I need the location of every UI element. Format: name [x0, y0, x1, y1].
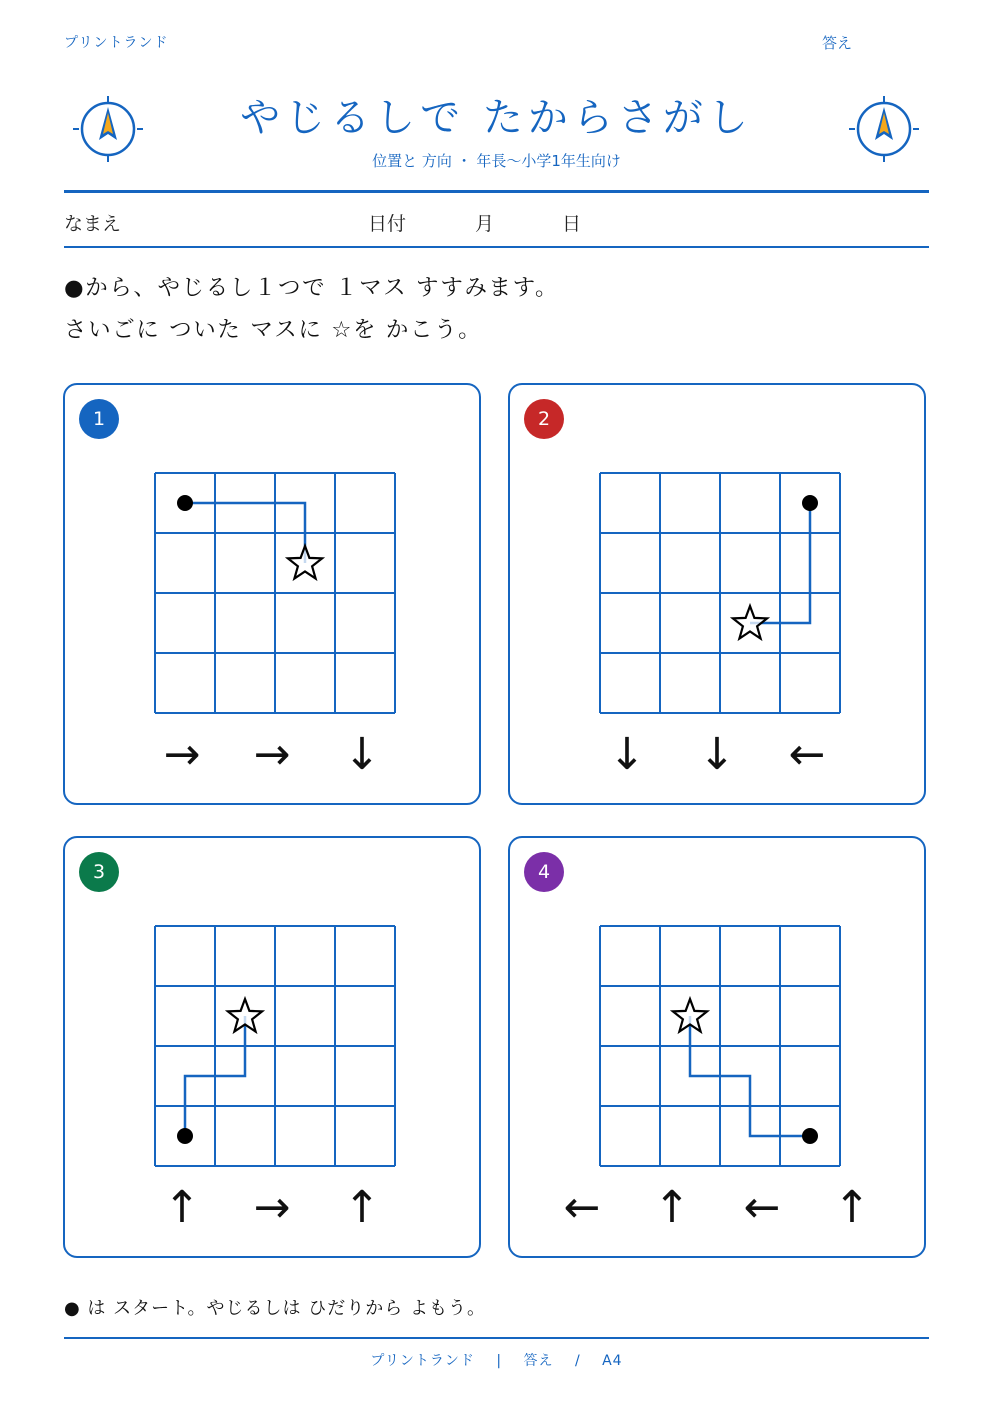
footer-size: A4: [602, 1353, 623, 1369]
puzzle-panel-2: [508, 383, 926, 805]
start-dot: [177, 1128, 193, 1144]
instruction-line: ●から、やじるし１つで １マス すすみます。: [64, 275, 560, 301]
puzzle-number-badge: 2: [524, 399, 564, 439]
puzzle-grid: [153, 924, 397, 1168]
month-label: 月: [475, 213, 495, 235]
star-icon: [733, 606, 767, 639]
direction-arrow: →: [253, 729, 291, 780]
arrow-row: [65, 725, 479, 785]
direction-arrow: ↑: [163, 1182, 201, 1233]
direction-arrow: →: [253, 1182, 291, 1233]
arrow-row: [510, 1178, 924, 1238]
direction-arrow: ↑: [343, 1182, 381, 1233]
puzzle-number-badge: 3: [79, 852, 119, 892]
start-dot: [177, 495, 193, 511]
brand-label: プリントランド: [64, 35, 169, 51]
puzzle-grid: [153, 471, 397, 715]
footer-separator: /: [574, 1353, 581, 1369]
legend-note: ● は スタート。やじるしは ひだりから よもう。: [64, 1298, 486, 1319]
puzzle-number-badge: 4: [524, 852, 564, 892]
day-label: 日: [562, 213, 582, 235]
start-dot: [802, 1128, 818, 1144]
arrow-row: [510, 725, 924, 785]
footer: [0, 1350, 993, 1370]
answer-label: 答え: [822, 34, 853, 52]
puzzle-panel-1: [63, 383, 481, 805]
name-label: なまえ: [64, 213, 122, 235]
direction-arrow: ↑: [653, 1182, 691, 1233]
direction-arrow: ↓: [608, 729, 646, 780]
puzzle-number-badge: 1: [79, 399, 119, 439]
puzzle-grid: [598, 471, 842, 715]
page-title: やじるしで たからさがし: [240, 95, 753, 141]
footer-divider: [64, 1337, 929, 1339]
direction-arrow: ↓: [698, 729, 736, 780]
direction-arrow: ↑: [833, 1182, 871, 1233]
direction-arrow: ←: [788, 729, 826, 780]
name-divider: [64, 246, 929, 248]
answer-path: [690, 1016, 810, 1136]
direction-arrow: ←: [563, 1182, 601, 1233]
start-dot: [802, 495, 818, 511]
instruction-line: さいごに ついた マスに ☆を かこう。: [64, 317, 483, 343]
puzzle-grid: [598, 924, 842, 1168]
puzzle-panel-3: [63, 836, 481, 1258]
star-icon: [288, 546, 322, 579]
footer-separator: |: [496, 1353, 503, 1369]
puzzle-panel-4: [508, 836, 926, 1258]
header-divider: [64, 190, 929, 193]
footer-answer: 答え: [523, 1353, 554, 1369]
page-subtitle: 位置と 方向 ・ 年長〜小学1年生向け: [372, 152, 621, 170]
direction-arrow: ←: [743, 1182, 781, 1233]
date-label: 日付: [368, 213, 407, 235]
direction-arrow: ↓: [343, 729, 381, 780]
direction-arrow: →: [163, 729, 201, 780]
footer-brand: プリントランド: [370, 1353, 475, 1369]
arrow-row: [65, 1178, 479, 1238]
